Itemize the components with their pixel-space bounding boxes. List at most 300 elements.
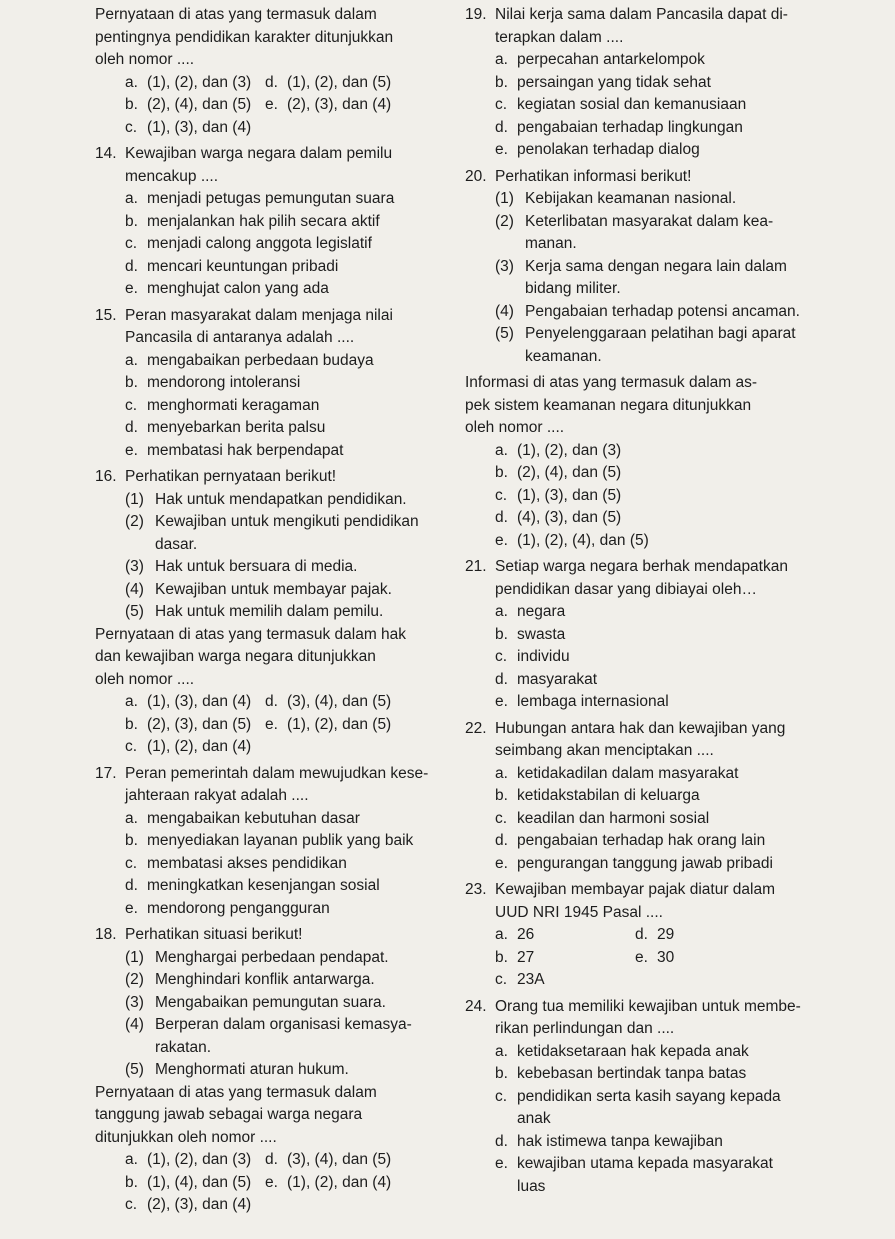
answer-option bbox=[465, 1063, 835, 1086]
statement-item bbox=[95, 579, 435, 602]
answer-option bbox=[95, 372, 435, 395]
option-text: pengabaian terhadap lingkungan bbox=[517, 118, 743, 136]
question-number: 22. bbox=[465, 719, 487, 737]
answer-option bbox=[125, 94, 265, 117]
option-letter: b. bbox=[495, 1065, 508, 1082]
question-line bbox=[95, 924, 435, 947]
option-text: pengurangan tanggung jawab pribadi bbox=[517, 854, 773, 872]
option-text: (1), (3), dan (4) bbox=[147, 693, 252, 710]
option-letter: b. bbox=[495, 787, 508, 804]
question-number: 24. bbox=[465, 997, 487, 1015]
answer-option bbox=[465, 462, 835, 485]
answer-option bbox=[95, 233, 435, 256]
option-letter: e. bbox=[495, 531, 508, 549]
option-letter: d. bbox=[265, 693, 278, 710]
option-text: (3), (4), dan (5) bbox=[287, 693, 392, 710]
option-text: ketidakstabilan di keluarga bbox=[517, 787, 700, 804]
statement-item bbox=[95, 1014, 435, 1037]
statement-number: (2) bbox=[125, 513, 144, 530]
answer-option bbox=[465, 830, 835, 853]
question-text: UUD NRI 1945 Pasal .... bbox=[495, 903, 663, 921]
option-letter: d. bbox=[495, 670, 508, 688]
answer-option bbox=[465, 49, 835, 72]
answer-option bbox=[465, 624, 835, 647]
answer-option-row bbox=[95, 117, 435, 140]
option-text: hak istimewa tanpa kewajiban bbox=[517, 1132, 723, 1150]
option-letter: e. bbox=[495, 1155, 508, 1172]
option-text: mendorong intoleransi bbox=[147, 374, 301, 391]
answer-option bbox=[465, 440, 835, 463]
question-number bbox=[465, 27, 495, 50]
question-22 bbox=[465, 718, 835, 876]
question-text: oleh nomor .... bbox=[465, 419, 565, 436]
answer-option bbox=[465, 1153, 835, 1176]
option-text: (1), (2), dan (3) bbox=[517, 441, 622, 459]
option-letter: d. bbox=[265, 1151, 278, 1168]
statement-text: rakatan. bbox=[155, 1038, 212, 1056]
question-line bbox=[465, 718, 835, 741]
question-line bbox=[465, 1018, 835, 1041]
option-letter: a. bbox=[495, 764, 508, 782]
option-text: membatasi akses pendidikan bbox=[147, 854, 347, 872]
statement-number: (5) bbox=[495, 325, 514, 342]
question-text: Setiap warga negara berhak mendapatkan bbox=[495, 558, 788, 575]
statement-item bbox=[95, 947, 435, 970]
statement-number: (5) bbox=[125, 1061, 144, 1078]
option-text: (1), (2), dan (4) bbox=[147, 738, 252, 755]
answer-option-row bbox=[95, 94, 435, 117]
statement-text: Penyelenggaraan pelatihan bagi aparat bbox=[525, 325, 796, 342]
option-letter: a. bbox=[125, 190, 138, 207]
answer-option bbox=[465, 1041, 835, 1064]
answer-option bbox=[465, 507, 835, 530]
answer-option bbox=[465, 763, 835, 786]
answer-option bbox=[465, 691, 835, 714]
question-line bbox=[465, 27, 835, 50]
question-number: 15. bbox=[95, 306, 117, 324]
option-letter: d. bbox=[635, 926, 648, 943]
question-24 bbox=[465, 996, 835, 1199]
answer-option bbox=[265, 72, 391, 95]
answer-option bbox=[465, 72, 835, 95]
option-letter: a. bbox=[495, 441, 508, 459]
answer-option bbox=[265, 714, 391, 737]
option-text: mengabaikan kebutuhan dasar bbox=[147, 809, 360, 827]
option-text: (2), (3), dan (4) bbox=[287, 96, 392, 113]
answer-option bbox=[465, 485, 835, 508]
statement-number: (2) bbox=[125, 971, 144, 988]
answer-option bbox=[125, 1172, 265, 1195]
answer-option bbox=[265, 1194, 287, 1217]
statement-text: Hak untuk bersuara di media. bbox=[155, 558, 358, 575]
statement-item bbox=[95, 511, 435, 534]
question-text: Pernyataan di atas yang termasuk dalam bbox=[95, 6, 377, 23]
statement-number: (1) bbox=[125, 948, 144, 966]
question-text: Kewajiban warga negara dalam pemilu bbox=[125, 145, 393, 162]
option-letter bbox=[495, 1108, 517, 1131]
answer-option bbox=[125, 1149, 265, 1172]
statement-item bbox=[95, 1059, 435, 1082]
option-letter: d. bbox=[125, 877, 138, 894]
option-letter: c. bbox=[125, 1196, 138, 1213]
statement-text: keamanan. bbox=[525, 347, 602, 365]
option-text: (1), (2), (4), dan (5) bbox=[517, 531, 649, 549]
question-number: 19. bbox=[465, 6, 487, 23]
answer-option bbox=[95, 395, 435, 418]
answer-option bbox=[125, 117, 265, 140]
option-text: keadilan dan harmoni sosial bbox=[517, 809, 710, 827]
option-letter: e. bbox=[125, 441, 138, 459]
option-letter bbox=[265, 1194, 287, 1217]
option-text: (1), (2), dan (5) bbox=[287, 73, 392, 91]
option-letter: a. bbox=[495, 603, 508, 620]
question-number: 21. bbox=[465, 558, 487, 575]
answer-option bbox=[465, 1176, 835, 1199]
answer-option bbox=[465, 669, 835, 692]
answer-option-row bbox=[465, 947, 835, 970]
option-letter: b. bbox=[495, 948, 508, 966]
question-number bbox=[95, 785, 125, 808]
statement-number: (2) bbox=[495, 212, 514, 230]
option-letter: c. bbox=[495, 648, 508, 665]
option-text: negara bbox=[517, 603, 566, 620]
question-23 bbox=[465, 879, 835, 992]
option-text: (1), (4), dan (5) bbox=[147, 1173, 252, 1191]
question-line bbox=[465, 740, 835, 763]
statement-text: dasar. bbox=[155, 535, 198, 553]
answer-option bbox=[635, 947, 674, 970]
answer-option bbox=[95, 350, 435, 373]
answer-option bbox=[495, 924, 635, 947]
option-letter: e. bbox=[265, 715, 278, 733]
answer-option bbox=[465, 785, 835, 808]
question-text: Perhatikan pernyataan berikut! bbox=[125, 468, 337, 485]
option-text: persaingan yang tidak sehat bbox=[517, 73, 711, 91]
question-line bbox=[95, 763, 435, 786]
option-text: ketidaksetaraan hak kepada anak bbox=[517, 1042, 749, 1060]
option-letter: c. bbox=[125, 235, 138, 252]
option-text: meningkatkan kesenjangan sosial bbox=[147, 877, 380, 894]
statement-text: Hak untuk memilih dalam pemilu. bbox=[155, 603, 384, 620]
option-letter: e. bbox=[495, 693, 508, 710]
option-text: kewajiban utama kepada masyarakat bbox=[517, 1155, 773, 1172]
statement-item bbox=[95, 992, 435, 1015]
option-text: menghujat calon yang ada bbox=[147, 280, 329, 297]
question-21 bbox=[465, 556, 835, 714]
question-number bbox=[95, 327, 125, 350]
question-text: Peran masyarakat dalam menjaga nilai bbox=[125, 306, 393, 324]
statement-number: (3) bbox=[125, 558, 144, 575]
answer-option bbox=[465, 117, 835, 140]
option-letter: b. bbox=[495, 625, 508, 643]
statement-item bbox=[465, 188, 835, 211]
question-text: dan kewajiban warga negara ditunjukkan bbox=[95, 648, 376, 665]
option-text: (1), (2), dan (3) bbox=[147, 1151, 252, 1168]
answer-option bbox=[265, 1149, 391, 1172]
answer-option-row bbox=[465, 969, 835, 992]
statement-number: (3) bbox=[125, 993, 144, 1011]
statement-number: (4) bbox=[495, 302, 514, 320]
option-letter: b. bbox=[495, 73, 508, 91]
option-text: (2), (3), dan (4) bbox=[147, 1196, 252, 1213]
answer-option bbox=[95, 256, 435, 279]
question-text: seimbang akan menciptakan .... bbox=[495, 742, 714, 759]
left-column bbox=[95, 4, 435, 1217]
statement-text: Kewajiban untuk membayar pajak. bbox=[155, 580, 392, 598]
statement-text: Kebijakan keamanan nasional. bbox=[525, 190, 737, 207]
option-letter: b. bbox=[125, 832, 138, 849]
option-text: menyediakan layanan publik yang baik bbox=[147, 832, 414, 849]
statement-item bbox=[465, 278, 835, 301]
question-number: 14. bbox=[95, 145, 117, 162]
option-text: menjadi petugas pemungutan suara bbox=[147, 190, 395, 207]
answer-option bbox=[125, 736, 265, 759]
question-number: 16. bbox=[95, 468, 117, 485]
statement-number bbox=[125, 1037, 155, 1060]
option-letter: e. bbox=[635, 948, 648, 966]
statement-text: Pengabaian terhadap potensi ancaman. bbox=[525, 302, 800, 320]
statement-text: Menghindari konflik antarwarga. bbox=[155, 971, 375, 988]
option-letter: d. bbox=[265, 73, 278, 91]
question-line bbox=[465, 579, 835, 602]
option-letter: b. bbox=[495, 464, 508, 481]
question-text: Perhatikan situasi berikut! bbox=[125, 926, 303, 943]
question-text: Kewajiban membayar pajak diatur dalam bbox=[495, 881, 776, 898]
statement-number bbox=[495, 346, 525, 369]
question-number bbox=[465, 740, 495, 763]
question-line bbox=[465, 879, 835, 902]
question-text: Orang tua memiliki kewajiban untuk membe- bbox=[495, 997, 801, 1015]
question-line bbox=[465, 556, 835, 579]
answer-option bbox=[465, 94, 835, 117]
answer-option-row bbox=[95, 72, 435, 95]
question-text: jahteraan rakyat adalah .... bbox=[125, 787, 309, 804]
option-letter bbox=[495, 1176, 517, 1199]
option-letter bbox=[265, 117, 287, 140]
option-text: mendorong pengangguran bbox=[147, 899, 330, 917]
statement-item bbox=[465, 346, 835, 369]
question-line bbox=[95, 305, 435, 328]
option-text: (1), (2), dan (3) bbox=[147, 73, 252, 91]
question-text: Pancasila di antaranya adalah .... bbox=[125, 329, 355, 346]
option-letter: e. bbox=[125, 899, 138, 917]
statement-text: manan. bbox=[525, 235, 577, 252]
option-letter: d. bbox=[495, 1132, 508, 1150]
option-text: mencari keuntungan pribadi bbox=[147, 257, 339, 275]
answer-option bbox=[95, 188, 435, 211]
answer-option-row bbox=[95, 1149, 435, 1172]
option-text: ketidakadilan dalam masyarakat bbox=[517, 764, 739, 782]
question-number bbox=[465, 579, 495, 602]
option-letter: d. bbox=[125, 257, 138, 275]
option-letter: a. bbox=[125, 351, 138, 369]
question-20 bbox=[465, 166, 835, 553]
option-letter: c. bbox=[495, 1087, 508, 1105]
option-letter: c. bbox=[495, 486, 508, 504]
statement-item bbox=[95, 556, 435, 579]
option-letter: a. bbox=[125, 809, 138, 827]
answer-option bbox=[465, 1086, 835, 1109]
question-text: Informasi di atas yang termasuk dalam as- bbox=[465, 374, 758, 391]
answer-option-row bbox=[95, 1194, 435, 1217]
statement-item bbox=[465, 211, 835, 234]
question-line bbox=[95, 327, 435, 350]
option-letter: d. bbox=[495, 118, 508, 136]
question-number: 23. bbox=[465, 881, 487, 898]
answer-option bbox=[265, 94, 391, 117]
option-letter: d. bbox=[495, 509, 508, 526]
question-number bbox=[465, 902, 495, 925]
option-text: mengabaikan perbedaan budaya bbox=[147, 351, 374, 369]
question-text: mencakup .... bbox=[125, 167, 219, 185]
statement-number bbox=[495, 278, 525, 301]
answer-option bbox=[95, 417, 435, 440]
option-text: pendidikan serta kasih sayang kepada bbox=[517, 1087, 781, 1105]
option-letter: e. bbox=[495, 141, 508, 158]
option-text: kegiatan sosial dan kemanusiaan bbox=[517, 96, 747, 113]
option-text: anak bbox=[517, 1110, 551, 1127]
answer-option bbox=[265, 691, 391, 714]
option-text: menjalankan hak pilih secara aktif bbox=[147, 212, 380, 230]
option-letter bbox=[265, 736, 287, 759]
question-text: rikan perlindungan dan .... bbox=[495, 1020, 675, 1037]
answer-option-row bbox=[95, 1172, 435, 1195]
statement-number: (1) bbox=[125, 490, 144, 508]
question-text: Peran pemerintah dalam mewujudkan kese- bbox=[125, 764, 429, 782]
answer-option bbox=[465, 853, 835, 876]
option-letter: a. bbox=[495, 1042, 508, 1060]
question-text: Nilai kerja sama dalam Pancasila dapat di- bbox=[495, 6, 788, 23]
answer-option bbox=[465, 139, 835, 162]
question-14 bbox=[95, 143, 435, 301]
question-line bbox=[465, 4, 835, 27]
question-15 bbox=[95, 305, 435, 463]
statement-text: bidang militer. bbox=[525, 280, 621, 297]
answer-option bbox=[95, 211, 435, 234]
answer-option bbox=[465, 601, 835, 624]
option-text: 27 bbox=[517, 948, 535, 966]
question-18 bbox=[95, 924, 435, 1217]
option-text: 29 bbox=[657, 926, 675, 943]
option-letter: e. bbox=[265, 1173, 278, 1191]
statement-item bbox=[95, 601, 435, 624]
statement-number: (3) bbox=[495, 257, 514, 275]
question-text: Pernyataan di atas yang termasuk dalam hak bbox=[95, 625, 407, 643]
option-text: luas bbox=[517, 1177, 546, 1195]
question-text: oleh nomor .... bbox=[95, 51, 195, 68]
answer-option bbox=[495, 969, 635, 992]
answer-option bbox=[465, 1131, 835, 1154]
answer-option bbox=[95, 898, 435, 921]
option-letter: e. bbox=[125, 280, 138, 297]
answer-option-row bbox=[95, 714, 435, 737]
question-text: pentingnya pendidikan karakter ditunjukkan bbox=[95, 28, 394, 46]
question-19 bbox=[465, 4, 835, 162]
statement-number bbox=[495, 233, 525, 256]
statement-text: Kewajiban untuk mengikuti pendidikan bbox=[155, 513, 419, 530]
answer-option bbox=[265, 736, 287, 759]
option-text: menghormati keragaman bbox=[147, 396, 320, 414]
answer-option bbox=[95, 875, 435, 898]
option-text: (2), (4), dan (5) bbox=[147, 96, 252, 113]
answer-option bbox=[125, 714, 265, 737]
answer-option bbox=[265, 1172, 391, 1195]
option-text: 30 bbox=[657, 948, 675, 966]
answer-option bbox=[465, 1108, 835, 1131]
statement-number: (5) bbox=[125, 603, 144, 620]
option-letter: b. bbox=[125, 212, 138, 230]
option-text: masyarakat bbox=[517, 670, 598, 688]
option-letter: d. bbox=[125, 419, 138, 436]
option-text: perpecahan antarkelompok bbox=[517, 51, 705, 68]
option-text: (1), (2), dan (5) bbox=[287, 715, 392, 733]
question-text: tanggung jawab sebagai warga negara bbox=[95, 1106, 363, 1123]
option-letter: c. bbox=[125, 854, 138, 872]
statement-text: Menghargai perbedaan pendapat. bbox=[155, 948, 389, 966]
option-letter: c. bbox=[495, 971, 508, 988]
option-letter: a. bbox=[125, 1151, 138, 1168]
statement-number: (4) bbox=[125, 1016, 144, 1033]
question-line bbox=[465, 996, 835, 1019]
question-text: Perhatikan informasi berikut! bbox=[495, 167, 692, 185]
question-16 bbox=[95, 466, 435, 759]
answer-option bbox=[635, 924, 674, 947]
answer-option bbox=[635, 969, 657, 992]
option-text: pengabaian terhadap hak orang lain bbox=[517, 832, 766, 849]
answer-option-row bbox=[95, 691, 435, 714]
answer-option bbox=[95, 853, 435, 876]
statement-text: Kerja sama dengan negara lain dalam bbox=[525, 257, 787, 275]
question-number: 18. bbox=[95, 926, 117, 943]
statement-item bbox=[95, 969, 435, 992]
question-line bbox=[95, 785, 435, 808]
statement-text: Hak untuk mendapatkan pendidikan. bbox=[155, 490, 407, 508]
statement-text: Berperan dalam organisasi kemasya- bbox=[155, 1016, 412, 1033]
answer-option bbox=[465, 530, 835, 553]
question-17 bbox=[95, 763, 435, 921]
question-text: terapkan dalam .... bbox=[495, 28, 624, 46]
option-text: menyebarkan berita palsu bbox=[147, 419, 326, 436]
statement-text: Menghormati aturan hukum. bbox=[155, 1061, 349, 1078]
statement-item bbox=[95, 489, 435, 512]
option-text: 23A bbox=[517, 971, 545, 988]
question-text: pek sistem keamanan negara ditunjukkan bbox=[465, 396, 752, 414]
option-text: lembaga internasional bbox=[517, 693, 669, 710]
statement-number bbox=[125, 534, 155, 557]
question-line bbox=[95, 166, 435, 189]
option-text: (3), (4), dan (5) bbox=[287, 1151, 392, 1168]
answer-option bbox=[495, 947, 635, 970]
statement-item bbox=[95, 1037, 435, 1060]
option-letter: e. bbox=[265, 96, 278, 113]
question-number bbox=[465, 1018, 495, 1041]
statement-number: (4) bbox=[125, 580, 144, 598]
answer-option bbox=[465, 646, 835, 669]
option-letter: b. bbox=[125, 1173, 138, 1191]
statement-number: (1) bbox=[495, 190, 514, 207]
option-letter: c. bbox=[125, 118, 138, 136]
question-text: oleh nomor .... bbox=[95, 670, 195, 688]
statement-item bbox=[465, 233, 835, 256]
option-text: swasta bbox=[517, 625, 566, 643]
answer-option bbox=[465, 808, 835, 831]
option-text: individu bbox=[517, 648, 570, 665]
option-text: membatasi hak berpendapat bbox=[147, 441, 344, 459]
option-text: (1), (3), dan (5) bbox=[517, 486, 622, 504]
question-number bbox=[95, 166, 125, 189]
option-letter: a. bbox=[495, 51, 508, 68]
option-letter: b. bbox=[125, 374, 138, 391]
